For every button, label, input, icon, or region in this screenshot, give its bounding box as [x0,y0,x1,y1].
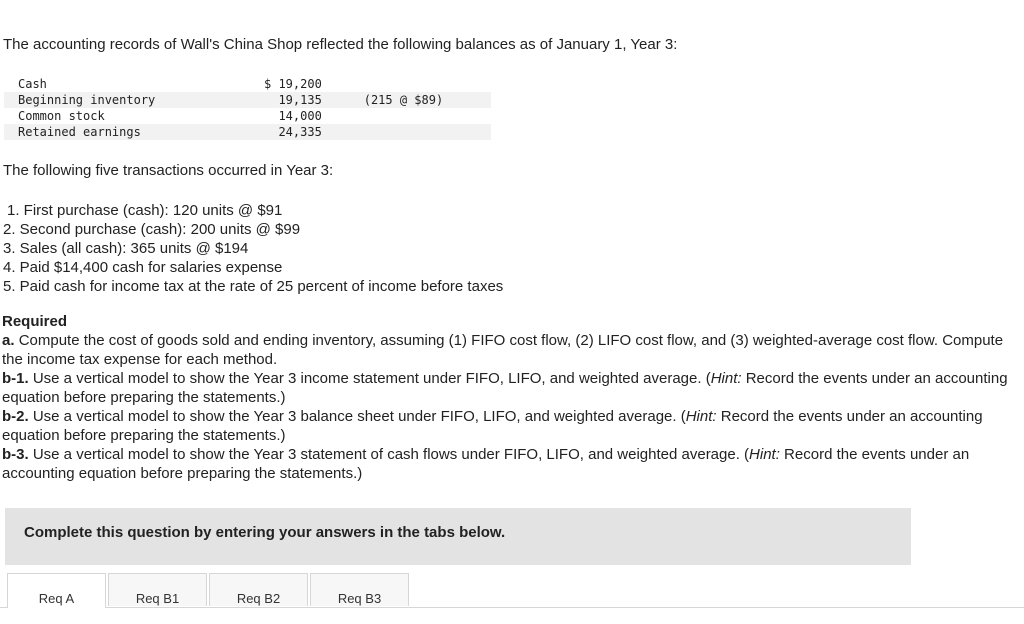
tab-req-b2[interactable]: Req B2 [209,573,308,606]
requirement-b2 [2,407,1012,445]
balance-note [354,76,491,92]
list-item: 5. Paid cash for income tax at the rate of 25 percent of income before taxes [3,278,504,295]
hint-label: Hint: [685,408,717,425]
balance-amount: 24,335 [264,125,322,139]
requirement-label: b-3. [2,446,29,463]
tab-req-b3[interactable]: Req B3 [310,573,409,606]
balance-label: Cash [18,77,47,91]
tab-req-a[interactable]: Req A [7,573,106,608]
balance-note [354,108,491,124]
hint-label: Hint: [710,370,742,387]
requirement-b3 [2,445,1012,483]
balance-amount: 19,135 [264,93,322,107]
table-row [4,124,491,140]
requirement-text: Use a vertical model to show the Year 3 statement of cash flows under FIFO, LIFO, and weighted average. ( [32,446,750,463]
intro-text: The accounting records of Wall's China Shop reflected the following balances as of January 1, Year 3: [3,36,678,53]
hint-text: Record the events under an accounting equation before preparing the statements.) [2,446,970,482]
tab-req-b1[interactable]: Req B1 [108,573,207,606]
list-item: 4. Paid $14,400 cash for salaries expense [3,259,283,276]
balance-note: (215 @ $89) [363,93,444,107]
requirement-text: Compute the cost of goods sold and ending inventory, assuming (1) FIFO cost flow, (2) LIFO cost flow, and (3) weighted-average cost flow. Compute the income tax expense for each method. [2,332,1004,368]
hint-text: Record the events under an accounting equation before preparing the statements.) [2,408,983,444]
requirement-a [2,331,1012,369]
list-item: 2. Second purchase (cash): 200 units @ $99 [3,221,301,238]
hint-label: Hint: [749,446,780,463]
requirement-b1 [2,369,1012,407]
requirement-label: a. [2,332,15,349]
balance-label: Beginning inventory [18,93,156,107]
banner-text: Complete this question by entering your answers in the tabs below. [24,524,506,541]
table-row [4,108,491,124]
requirement-text: Use a vertical model to show the Year 3 balance sheet under FIFO, LIFO, and weighted average. ( [32,408,686,425]
table-row [4,92,491,108]
balance-label: Common stock [18,109,105,123]
hint-text: Record the events under an accounting equation before preparing the statements.) [2,370,1008,406]
transactions-intro: The following five transactions occurred in Year 3: [3,162,334,179]
requirement-text: Use a vertical model to show the Year 3 income statement under FIFO, LIFO, and weighted average. ( [32,370,711,387]
balance-note [354,124,491,140]
requirement-label: b-2. [2,408,29,425]
required-section [2,312,1012,483]
table-row [4,76,491,92]
balances-table [4,76,491,140]
list-item: 1. First purchase (cash): 120 units @ $91 [7,202,283,219]
required-title: Required [2,313,68,330]
transactions-list [3,201,503,296]
tab-divider [0,607,1024,608]
balance-amount: 14,000 [264,109,322,123]
balance-label: Retained earnings [18,125,141,139]
list-item: 3. Sales (all cash): 365 units @ $194 [3,240,249,257]
requirement-label: b-1. [2,370,29,387]
instruction-banner [5,508,911,565]
balance-amount: $ 19,200 [264,77,322,91]
